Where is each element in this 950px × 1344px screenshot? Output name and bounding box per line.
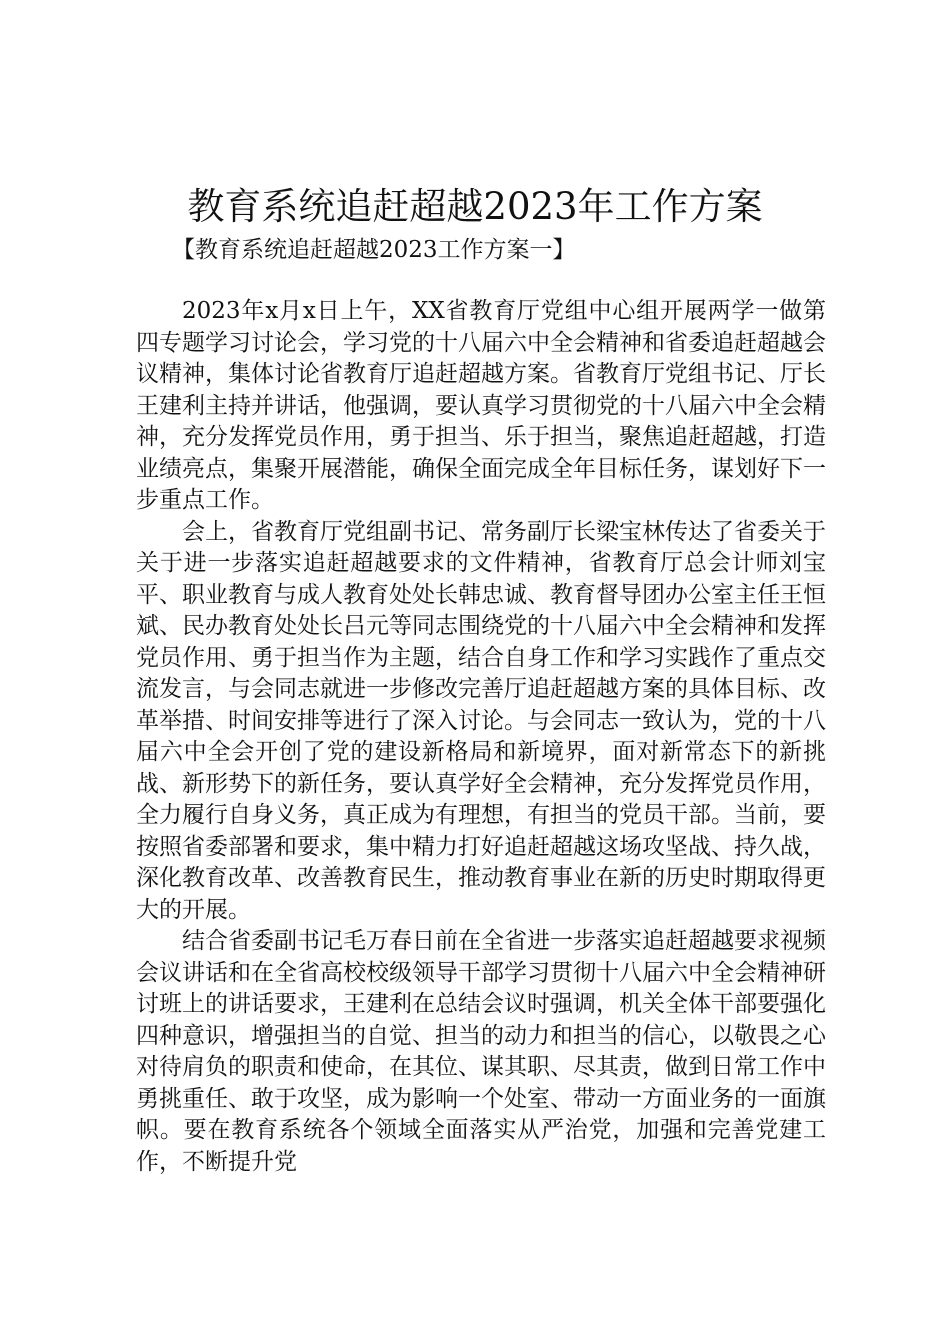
paragraph: 结合省委副书记毛万春日前在全省进一步落实追赶超越要求视频会议讲话和在全省高校校级领导干部学习贯彻十八届六中全会精神研讨班上的讲话要求，王建利在总结会议时强调，机关全体干部要强化四种意识，增强担当的自觉、担当的动力和担当的信心，以敬畏之心对待肩负的职责和使命，在其位、谋其职、尽其责，做到日常工作中勇挑重任、敢于攻坚，成为影响一个处室、带动一方面业务的一面旗帜。要在教育系统各个领域全面落实从严治党，加强和完善党建工作，不断提升党 — [136, 928, 826, 1175]
document-subtitle: 【教育系统追赶超越2023工作方案一】 — [172, 237, 576, 263]
document-body — [136, 296, 826, 1178]
document-title: 教育系统追赶超越2023年工作方案 — [187, 185, 763, 228]
paragraph: 2023年x月x日上午，XX省教育厅党组中心组开展两学一做第四专题学习讨论会，学习党的十八届六中全会精神和省委追赶超越会议精神，集体讨论省教育厅追赶超越方案。省教育厅党组书记、厅长王建利主持并讲话，他强调，要认真学习贯彻党的十八届六中全会精神，充分发挥党员作用，勇于担当、乐于担当，聚焦追赶超越，打造业绩亮点，集聚开展潜能，确保全面完成全年目标任务，谋划好下一步重点工作。 — [136, 298, 826, 513]
paragraph: 会上，省教育厅党组副书记、常务副厅长梁宝林传达了省委关于关于进一步落实追赶超越要求的文件精神，省教育厅总会计师刘宝平、职业教育与成人教育处处长韩忠诚、教育督导团办公室主任王恒斌、民办教育处处长吕元等同志围绕党的十八届六中全会精神和发挥党员作用、勇于担当作为主题，结合自身工作和学习实践作了重点交流发言，与会同志就进一步修改完善厅追赶超越方案的具体目标、改革举措、时间安排等进行了深入讨论。与会同志一致认为，党的十八届六中全会开创了党的建设新格局和新境界，面对新常态下的新挑战、新形势下的新任务，要认真学好全会精神，充分发挥党员作用，全力履行自身义务，真正成为有理想，有担当的党员干部。当前，要按照省委部署和要求，集中精力打好追赶超越这场攻坚战、持久战，深化教育改革、改善教育民生，推动教育事业在新的历史时期取得更大的开展。 — [136, 518, 826, 923]
